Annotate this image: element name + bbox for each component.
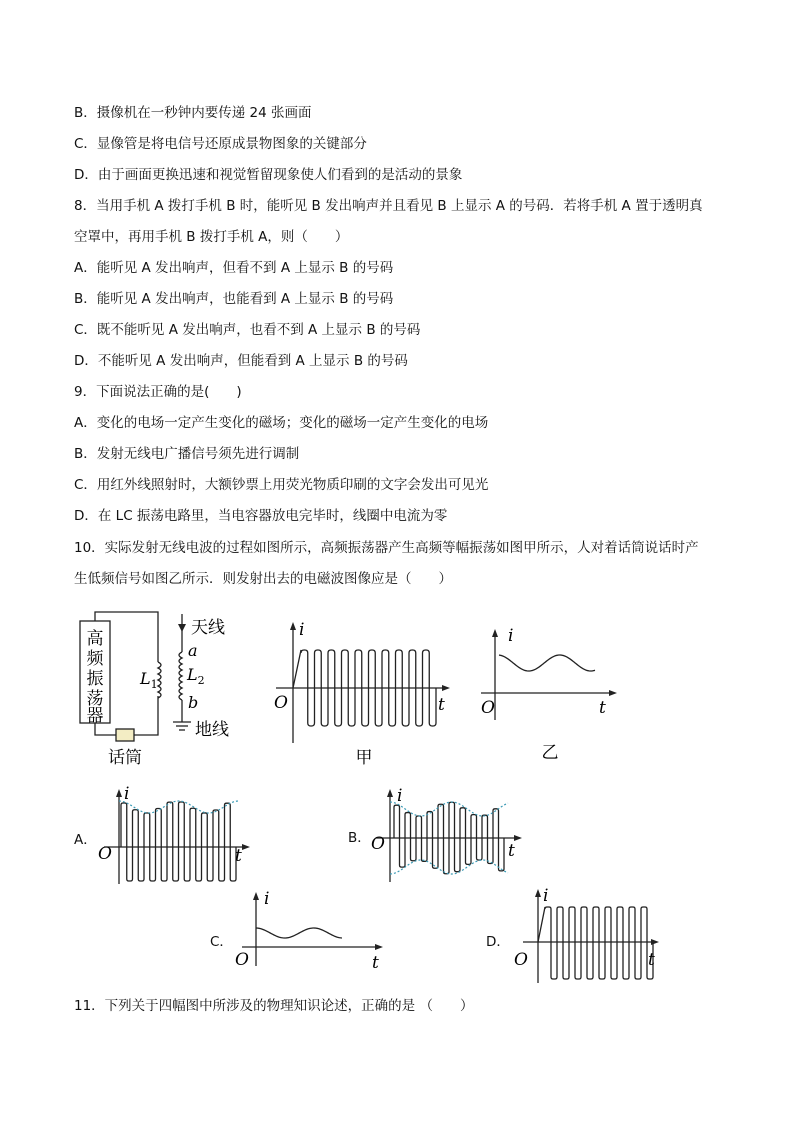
q7-option-c: C．显像管是将电信号还原成景物图象的关键部分 bbox=[74, 136, 367, 152]
yi-axis-i: i bbox=[508, 626, 514, 646]
option-c-origin: O bbox=[235, 950, 249, 970]
option-c-graph bbox=[232, 888, 392, 978]
q8-option-d: D．不能听见 A 发出响声，但能看到 A 上显示 B 的号码 bbox=[74, 353, 408, 369]
option-d-wave bbox=[538, 907, 653, 979]
q7-option-b: B．摄像机在一秒钟内要传递 24 张画面 bbox=[74, 105, 312, 121]
yi-caption: 乙 bbox=[541, 743, 559, 763]
option-a-graph bbox=[94, 785, 264, 887]
graph-jia bbox=[268, 618, 458, 770]
option-b-axis-i: i bbox=[397, 786, 403, 806]
q9-option-b: B．发射无线电广播信号须先进行调制 bbox=[74, 446, 300, 462]
antenna-label: 天线 bbox=[191, 618, 225, 638]
q9-option-d: D．在 LC 振荡电路里，当电容器放电完毕时，线圈中电流为零 bbox=[74, 508, 448, 524]
graph-yi bbox=[475, 625, 625, 765]
yi-origin: O bbox=[481, 698, 495, 718]
option-c-label: C． bbox=[210, 934, 233, 950]
q7-option-d: D．由于画面更换迅速和视觉暂留现象使人们看到的是活动的景象 bbox=[74, 167, 463, 183]
oscillator-char-3: 振 bbox=[86, 669, 104, 689]
coil-l1-label: $L_1$ bbox=[140, 669, 158, 691]
q8-option-b: B．能听见 A 发出响声，也能看到 A 上显示 B 的号码 bbox=[74, 291, 394, 307]
option-c-axis-i: i bbox=[264, 889, 270, 909]
option-b-wave bbox=[394, 802, 504, 873]
coil-l2-label: $L_2$ bbox=[187, 665, 205, 687]
jia-origin: O bbox=[274, 693, 288, 713]
jia-caption: 甲 bbox=[355, 748, 373, 768]
option-a-axis-t: t bbox=[235, 846, 242, 866]
option-d-axis-i: i bbox=[543, 886, 549, 906]
option-d-origin: O bbox=[514, 950, 528, 970]
ground-label: 地线 bbox=[195, 720, 229, 740]
option-a-label: A． bbox=[74, 832, 97, 848]
q9-option-a: A．变化的电场一定产生变化的磁场；变化的磁场一定产生变化的电场 bbox=[74, 415, 489, 431]
option-b-axis-t: t bbox=[508, 841, 515, 861]
option-d-axis-t: t bbox=[648, 950, 655, 970]
oscillator-char-5: 器 bbox=[86, 706, 104, 726]
option-b-graph bbox=[368, 785, 538, 887]
option-b-label: B． bbox=[348, 830, 371, 846]
q10-stem-line1: 10．实际发射无线电波的过程如图所示，高频振荡器产生高频等幅振荡如图甲所示，人对着话筒说话时产 bbox=[74, 540, 699, 556]
jia-axis-i: i bbox=[299, 620, 305, 640]
transmitter-circuit-figure bbox=[70, 608, 250, 770]
q10-stem-line2: 生低频信号如图乙所示．则发射出去的电磁波图像应是（ ） bbox=[74, 571, 452, 587]
yi-audio-wave bbox=[499, 655, 595, 671]
terminal-a-label: a bbox=[188, 641, 198, 660]
option-a-origin: O bbox=[98, 844, 112, 864]
option-a-wave bbox=[121, 802, 236, 881]
microphone-label: 话筒 bbox=[108, 748, 142, 768]
jia-axis-t: t bbox=[438, 695, 445, 715]
q8-stem-line1: 8．当用手机 A 拨打手机 B 时，能听见 B 发出响声并且看见 B 上显示 A 的号码．若将手机 A 置于透明真 bbox=[74, 198, 703, 214]
q8-option-c: C．既不能听见 A 发出响声，也看不到 A 上显示 B 的号码 bbox=[74, 322, 421, 338]
q9-stem: 9．下面说法正确的是( ) bbox=[74, 384, 242, 400]
q8-option-a: A．能听见 A 发出响声，但看不到 A 上显示 B 的号码 bbox=[74, 260, 394, 276]
q9-option-c: C．用红外线照射时，大额钞票上用荧光物质印刷的文字会发出可见光 bbox=[74, 477, 489, 493]
terminal-b-label: b bbox=[188, 693, 199, 712]
option-a-axis-i: i bbox=[124, 785, 130, 804]
option-d-label: D． bbox=[486, 934, 510, 950]
oscillator-char-2: 频 bbox=[86, 649, 104, 669]
option-c-axis-t: t bbox=[372, 953, 379, 973]
oscillator-char-4: 荡 bbox=[86, 689, 104, 709]
q8-stem-line2: 空罩中，再用手机 B 拨打手机 A，则（ ） bbox=[74, 229, 349, 245]
option-c-wave bbox=[256, 928, 342, 938]
option-d-graph bbox=[508, 885, 673, 987]
yi-axis-t: t bbox=[599, 698, 606, 718]
q11-stem: 11．下列关于四幅图中所涉及的物理知识论述，正确的是 （ ） bbox=[74, 998, 474, 1014]
option-b-origin: O bbox=[371, 834, 385, 854]
oscillator-char-1: 高 bbox=[86, 629, 104, 649]
